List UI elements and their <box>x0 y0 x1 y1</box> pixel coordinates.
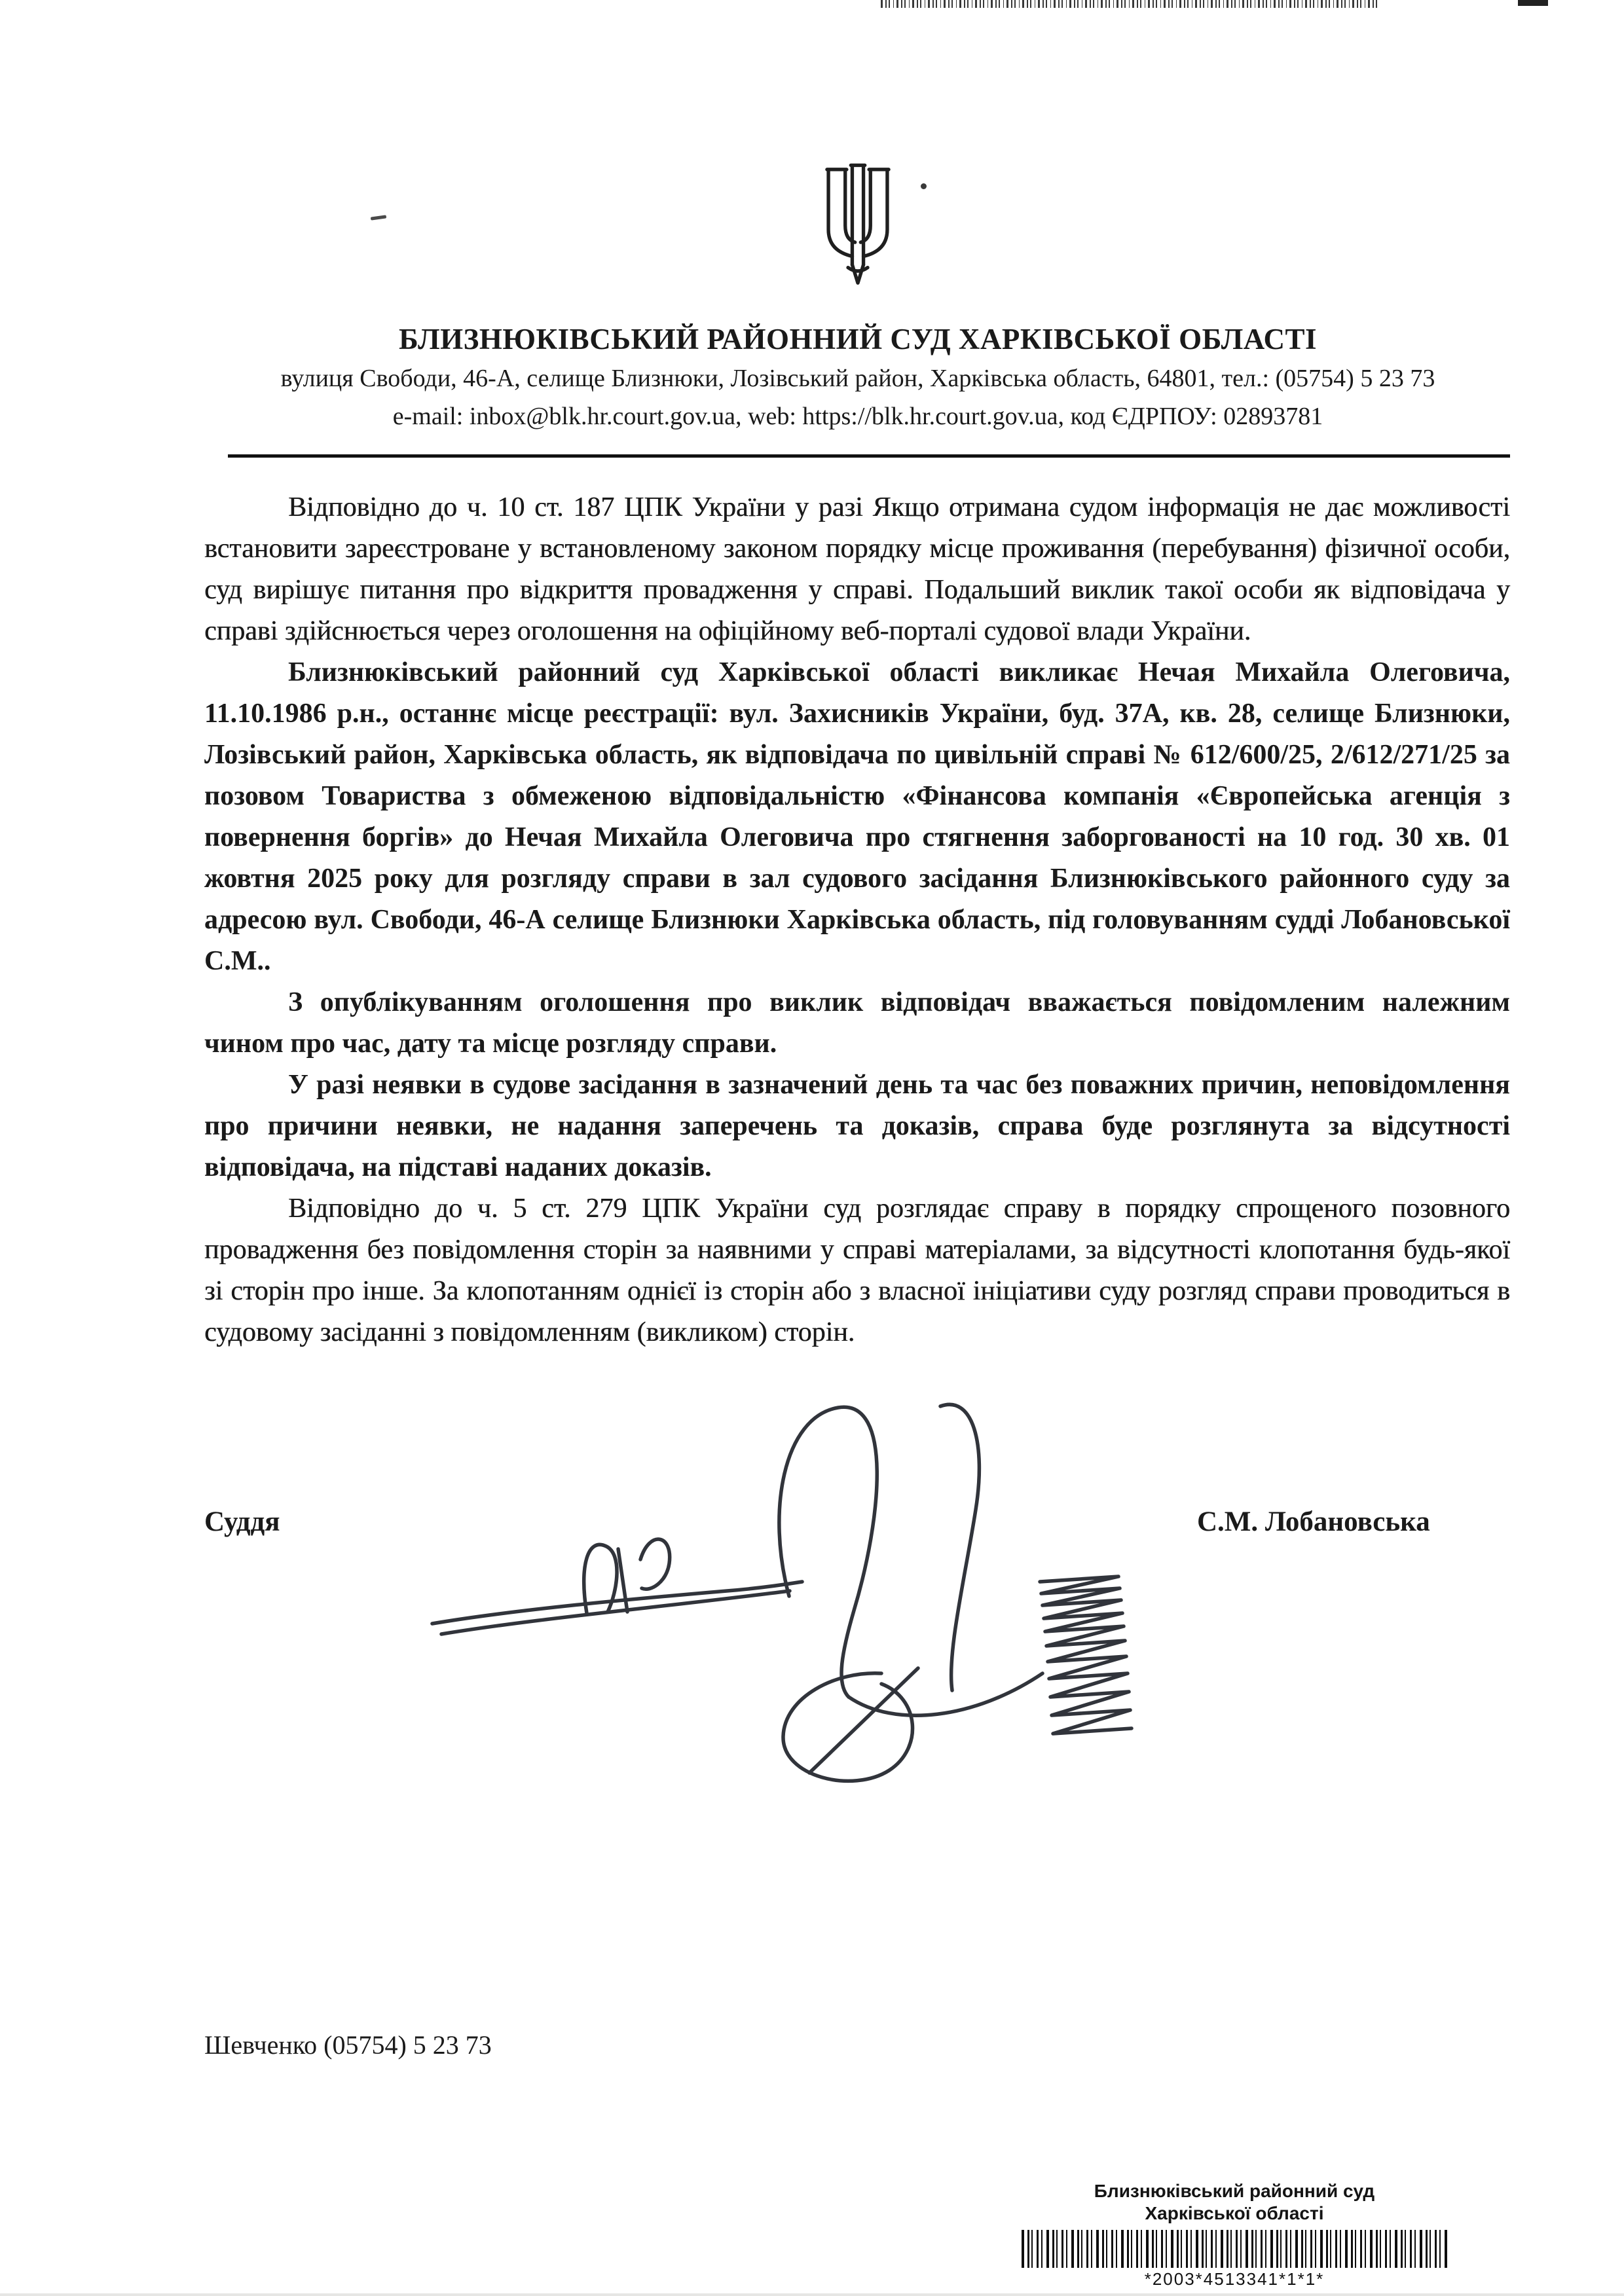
judge-signature-scribble <box>419 1388 1172 1807</box>
court-contact-line: e-mail: inbox@blk.hr.court.gov.ua, web: https://blk.hr.court.gov.ua, код ЄДРПОУ: 02893781 <box>392 403 1323 430</box>
court-name-heading: БЛИЗНЮКІВСЬКИЙ РАЙОННИЙ СУД ХАРКІВСЬКОЇ ОБЛАСТІ <box>398 323 1318 355</box>
paragraph-absence-warning: У разі неявки в судове засідання в зазначений день та час без поважних причин, неповідомлення про причини неявки, не надання заперечень та доказів, справа буде розглянута за відсутності відповідача, на підставі наданих доказів. <box>204 1070 1510 1182</box>
paragraph-simplified-procedure: Відповідно до ч. 5 ст. 279 ЦПК України суд розглядає справу в порядку спрощеного позовного провадження без повідомлення сторін за наявними у справі матеріалами, за відсутності клопотання будь-якої зі сторін про інше. За клопотанням однієї із сторін або з власної ініціативи суду розгляд справи проводиться в судовому засіданні з повідомленням (викликом) сторін. <box>204 1194 1510 1347</box>
paragraph-summons: Близнюківський районний суд Харківської області викликає Нечая Михайла Олеговича, 11.10.1986 р.н., останнє місце реєстрації: вул. Захисників України, буд. 37А, кв. 28, селище Близнюки, Лозівський район, Харківська область, як відповідача по цивільній справі № 612/600/25, 2/612/271/25 за позовом Товариства з обмеженою відповідальністю «Фінансова компанія «Європейська агенція з повернення боргів» до Нечая Михайла Олеговича про стягнення заборгованості на 10 год. 30 хв. 01 жовтня 2025 року для розгляду справи в зал судового засідання Близнюківського районного суду за адресою вул. Свободи, 46-А селище Близнюки Харківська область, під головуванням судді Лобановської С.М.. <box>204 657 1510 976</box>
barcode-text: *2003*4513341*1*1* <box>1144 2269 1325 2289</box>
registration-barcode-icon <box>1022 2230 1447 2268</box>
judge-name: С.М. Лобановська <box>1197 1506 1430 1537</box>
registration-stamp-block <box>1008 2180 1460 2289</box>
scan-artifact-dash <box>371 215 386 220</box>
document-body <box>204 487 1510 1353</box>
ukraine-trident-icon <box>815 161 901 301</box>
paragraph-legal-basis: Відповідно до ч. 10 ст. 187 ЦПК України у разі Якщо отримана судом інформація не дає можливості встановити зареєстроване у встановленому законом порядку місце проживання (перебування) фізичної особи, суд вирішує питання про відкриття провадження у справі. Подальший виклик такої особи як відповідача у справі здійснюється через оголошення на офіційному веб-порталі судової влади України. <box>204 492 1510 646</box>
stamp-court-name: Близнюківський районний суд <box>1094 2181 1375 2201</box>
top-edge-barcode-icon <box>881 0 1378 8</box>
header-divider <box>228 454 1510 458</box>
scanner-bottom-edge <box>0 2293 1624 2296</box>
scan-artifact-dot <box>921 183 927 189</box>
court-address-line: вулиця Свободи, 46-А, селище Близнюки, Лозівський район, Харківська область, 64801, тел.: (05754) 5 23 73 <box>280 365 1435 392</box>
clerk-phone-line: Шевченко (05754) 5 23 73 <box>204 2030 492 2060</box>
scan-artifact-mark <box>1518 0 1548 6</box>
paragraph-publication-notice: З опублікуванням оголошення про виклик відповідач вважається повідомленим належним чином про час, дату та місце розгляду справи. <box>204 987 1510 1059</box>
judge-label: Суддя <box>204 1506 280 1537</box>
stamp-court-region: Харківської області <box>1145 2203 1324 2223</box>
